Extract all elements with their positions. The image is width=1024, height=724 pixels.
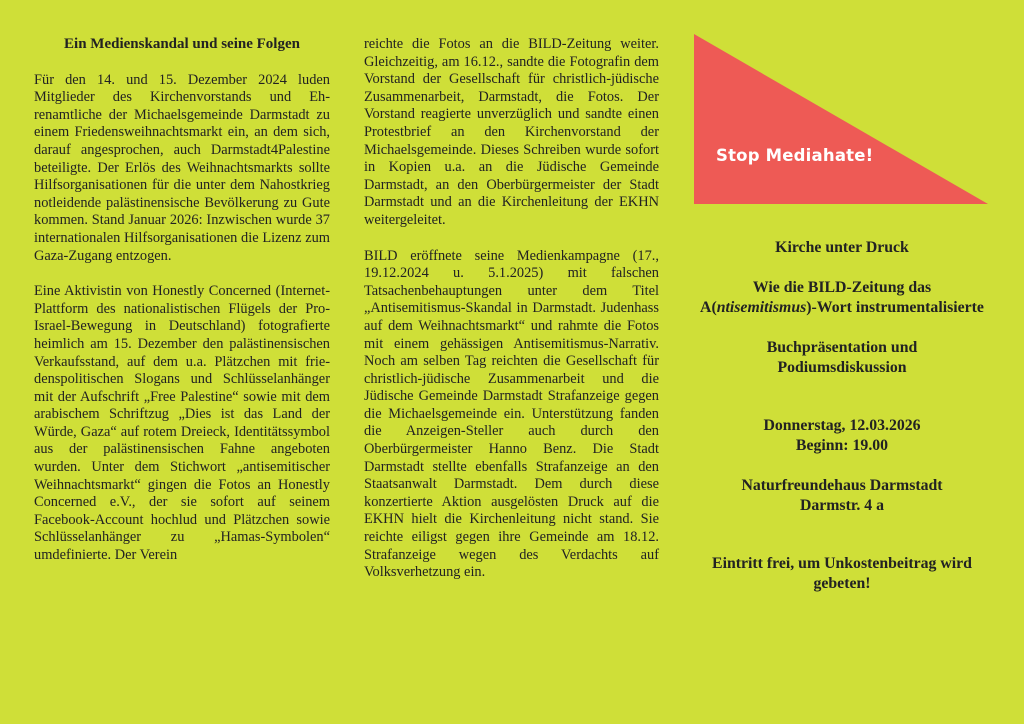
middle-paragraph-2: BILD eröffnete seine Medienkampagne (17., 19.12.2024 u. 5.1.2025) mit falschen Tatsachenbehauptungen unter dem Titel „Antisemitismus-Skandal in Darmstadt. Judenhass auf dem Weihnachtsmarkt“ und rahmte die Fotos mit einem gehässigen Antisemitismus-Narrativ. Noch am selben Tag reichten die Gesellschaft für christlich-jüdische Zusammenarbeit und die Jüdische Gemeinde Darmstadt Strafanzeige gegen die Michaelsgemeinde ein. Unterstützung fanden die Anzeigen-Steller auch durch den Oberbürgermeister Hanno Benz. Die Stadt Darmstadt stellte ebenfalls Strafanzeige an den Staatsanwalt Darmstadt. Dem durch diese konzertierte Aktion ausgelösten Druck auf die EKHN hielt die Kirchenleitung nicht stand. Sie reichte eiligst gegen ihre Gemeinde am 18.12. Strafanzeige wegen des Verdachts auf Volksverhetzung ein.: [364, 247, 659, 581]
left-paragraph-1: Für den 14. und 15. Dezember 2024 luden Mitglieder des Kirchenvorstands und Ehrenamtliche der Michaelsgemeinde Darmstadt zu einem Friedensweihnachtsmarkt ein, an dem sich, darauf angesprochen, auch Darmstadt4Palestine beteiligte. Der Erlös des Weihnachtsmarkts sollte Hilfsorganisationen für die unter dem Nahostkrieg notleidende palästinensische Bevölkerung zu Gute kommen. Stand Januar 2026: Inzwischen wurde 37 internationalen Hilfsorganisationen die Lizenz zum Gaza-Zugang entzogen.: [34, 71, 330, 264]
event-start-time: Beginn: 19.00: [795, 437, 889, 454]
event-title: Kirche unter Druck: [775, 239, 909, 256]
middle-column: [364, 36, 659, 582]
red-triangle-shape: [694, 34, 990, 206]
event-address: Darmstr. 4 a: [799, 497, 885, 514]
middle-paragraph-1: reichte die Fotos an die BILD-Zeitung weiter. Gleichzeitig, am 16.12., sandte die Fotografin dem Vorstand der Gesellschaft für christlich-jüdische Zusammenarbeit, Darmstadt, die Fotos. Der Vorstand reagierte unverzüglich und sandte einen Protestbrief an den Kirchenvorstand der Michaelsgemeinde. Dieses Schreiben wurde sofort in Kopien u.a. an die Jüdische Gemeinde Darmstadt, an den Oberbürgermeister der Stadt Darmstadt und an die Kirchenleitung der EKHN weitergeleitet.: [364, 36, 659, 228]
event-type: Buchpräsentation und Podiumsdiskussion: [766, 339, 918, 376]
subtitle-italic: ntisemitismus: [716, 299, 807, 316]
left-column: [34, 36, 330, 565]
article-heading: Ein Medienskandal und seine Folgen: [64, 36, 300, 52]
banner-text: Stop Mediahate!: [716, 146, 874, 165]
stop-mediahate-banner: [694, 34, 990, 206]
event-admission: Eintritt frei, um Unkostenbeitrag wird gebeten!: [712, 555, 972, 592]
event-info: [694, 238, 990, 594]
event-venue: Naturfreundehaus Darmstadt: [741, 477, 943, 494]
subtitle-part-1: Wie die BILD-Zeitung das A(: [700, 279, 932, 316]
event-date: Donnerstag, 12.03.2026: [763, 417, 921, 434]
subtitle-part-2: )-Wort instrumentalisierte: [806, 299, 984, 316]
left-paragraph-2: Eine Aktivistin von Honestly Concerned (Internet-Plattform des nationalistischen Flügels der Pro-Israel-Bewegung in Deutschland) fotografierte heimlich am 15. Dezember den palästinensischen Verkaufsstand, auf dem u.a. Plätzchen mit friedenspolitischen Slogans und Schlüsselanhänger mit der Aufschrift „Free Palestine“ sowie mit dem arabischem Schriftzug „Dies ist das Land der Würde, Gaza“ auf rotem Dreieck, Identitätssymbol aus der palästinensischen Fahne angeboten wurden. Unter dem Stichwort „antisemitischer Weihnachtsmarkt“ gingen die Fotos an Honestly Concerned e.V., der sie sofort auf seinem Facebook-Account hochlud und Plätzchen sowie Schlüsselanhänger zu „Hamas-Symbolen“ umdefinierte. Der Verein: [34, 283, 330, 564]
event-subtitle: [694, 278, 990, 318]
